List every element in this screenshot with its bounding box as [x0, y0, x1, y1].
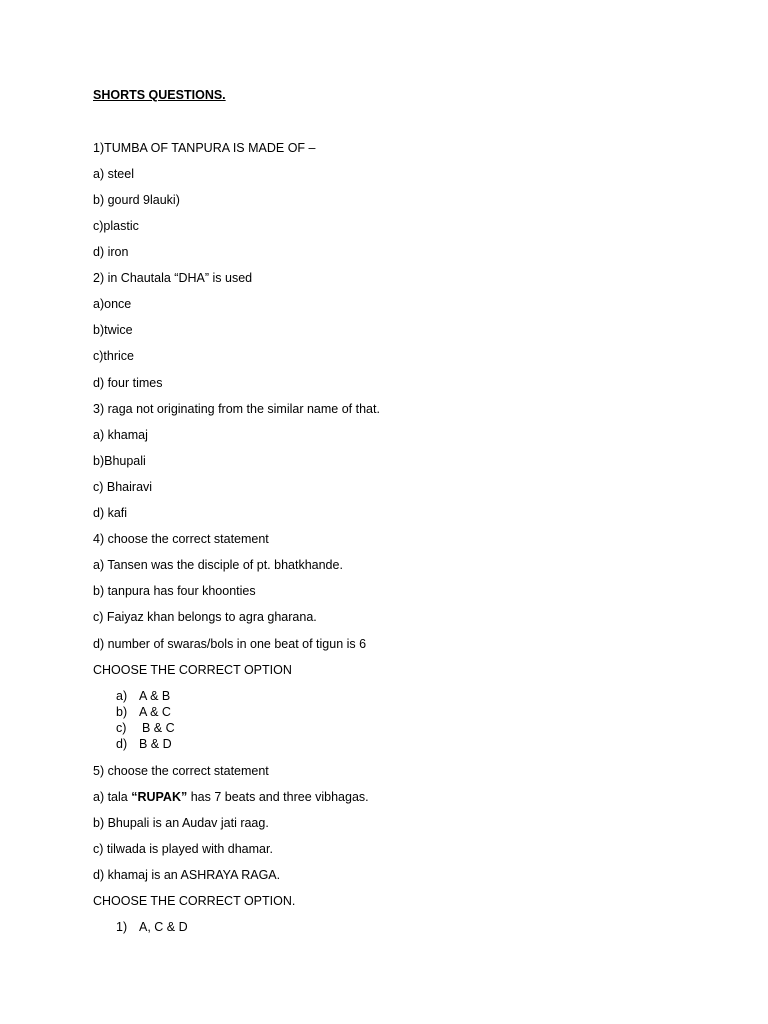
choice-marker: a) — [116, 689, 128, 703]
q5-choice-1 — [0, 919, 768, 935]
choice-text: B & D — [139, 737, 172, 751]
choice-marker: c) — [116, 721, 127, 735]
statement-suffix: has 7 beats and three vibhagas. — [187, 790, 369, 804]
q4-choice-b — [0, 704, 768, 720]
statement-bold-term: “RUPAK” — [131, 790, 188, 804]
choice-marker: d) — [116, 737, 128, 751]
question-3: 3) raga not originating from the similar name of that. — [93, 402, 380, 416]
q2-option-b: b)twice — [93, 323, 133, 337]
q3-option-d: d) kafi — [93, 506, 128, 520]
q4-choice-a — [0, 688, 768, 704]
choice-text: A & B — [139, 689, 171, 703]
q3-option-c: c) Bhairavi — [93, 480, 153, 494]
q5-statement-c: c) tilwada is played with dhamar. — [93, 842, 273, 856]
q2-option-d: d) four times — [93, 376, 163, 390]
q5-statement-b: b) Bhupali is an Audav jati raag. — [93, 816, 269, 830]
q4-statement-b: b) tanpura has four khoonties — [93, 584, 256, 598]
question-1: 1)TUMBA OF TANPURA IS MADE OF – — [93, 141, 316, 155]
q5-choose-label: CHOOSE THE CORRECT OPTION. — [93, 894, 296, 908]
q4-choose-label: CHOOSE THE CORRECT OPTION — [93, 663, 292, 677]
choice-text: A, C & D — [139, 920, 188, 934]
q4-statement-d: d) number of swaras/bols in one beat of tigun is 6 — [93, 637, 367, 651]
q1-option-c: c)plastic — [93, 219, 139, 233]
document-heading: SHORTS QUESTIONS. — [93, 88, 226, 102]
choice-text: A & C — [139, 705, 171, 719]
choice-marker: b) — [116, 705, 128, 719]
choice-text: B & C — [142, 721, 175, 735]
q4-statement-c: c) Faiyaz khan belongs to agra gharana. — [93, 610, 317, 624]
q4-statement-a: a) Tansen was the disciple of pt. bhatkhande. — [93, 558, 343, 572]
q1-option-a: a) steel — [93, 167, 134, 181]
choice-marker: 1) — [116, 920, 128, 934]
q2-option-c: c)thrice — [93, 349, 134, 363]
statement-prefix: a) tala — [93, 790, 132, 804]
q4-choice-d — [0, 736, 768, 752]
q5-statement-a — [93, 789, 369, 805]
q4-choice-c — [0, 720, 768, 736]
q3-option-b: b)Bhupali — [93, 454, 146, 468]
question-4: 4) choose the correct statement — [93, 532, 269, 546]
question-5: 5) choose the correct statement — [93, 764, 269, 778]
question-2: 2) in Chautala “DHA” is used — [93, 271, 253, 285]
q1-option-b: b) gourd 9lauki) — [93, 193, 180, 207]
q2-option-a: a)once — [93, 297, 132, 311]
q3-option-a: a) khamaj — [93, 428, 148, 442]
q5-statement-d: d) khamaj is an ASHRAYA RAGA. — [93, 868, 281, 882]
q1-option-d: d) iron — [93, 245, 129, 259]
